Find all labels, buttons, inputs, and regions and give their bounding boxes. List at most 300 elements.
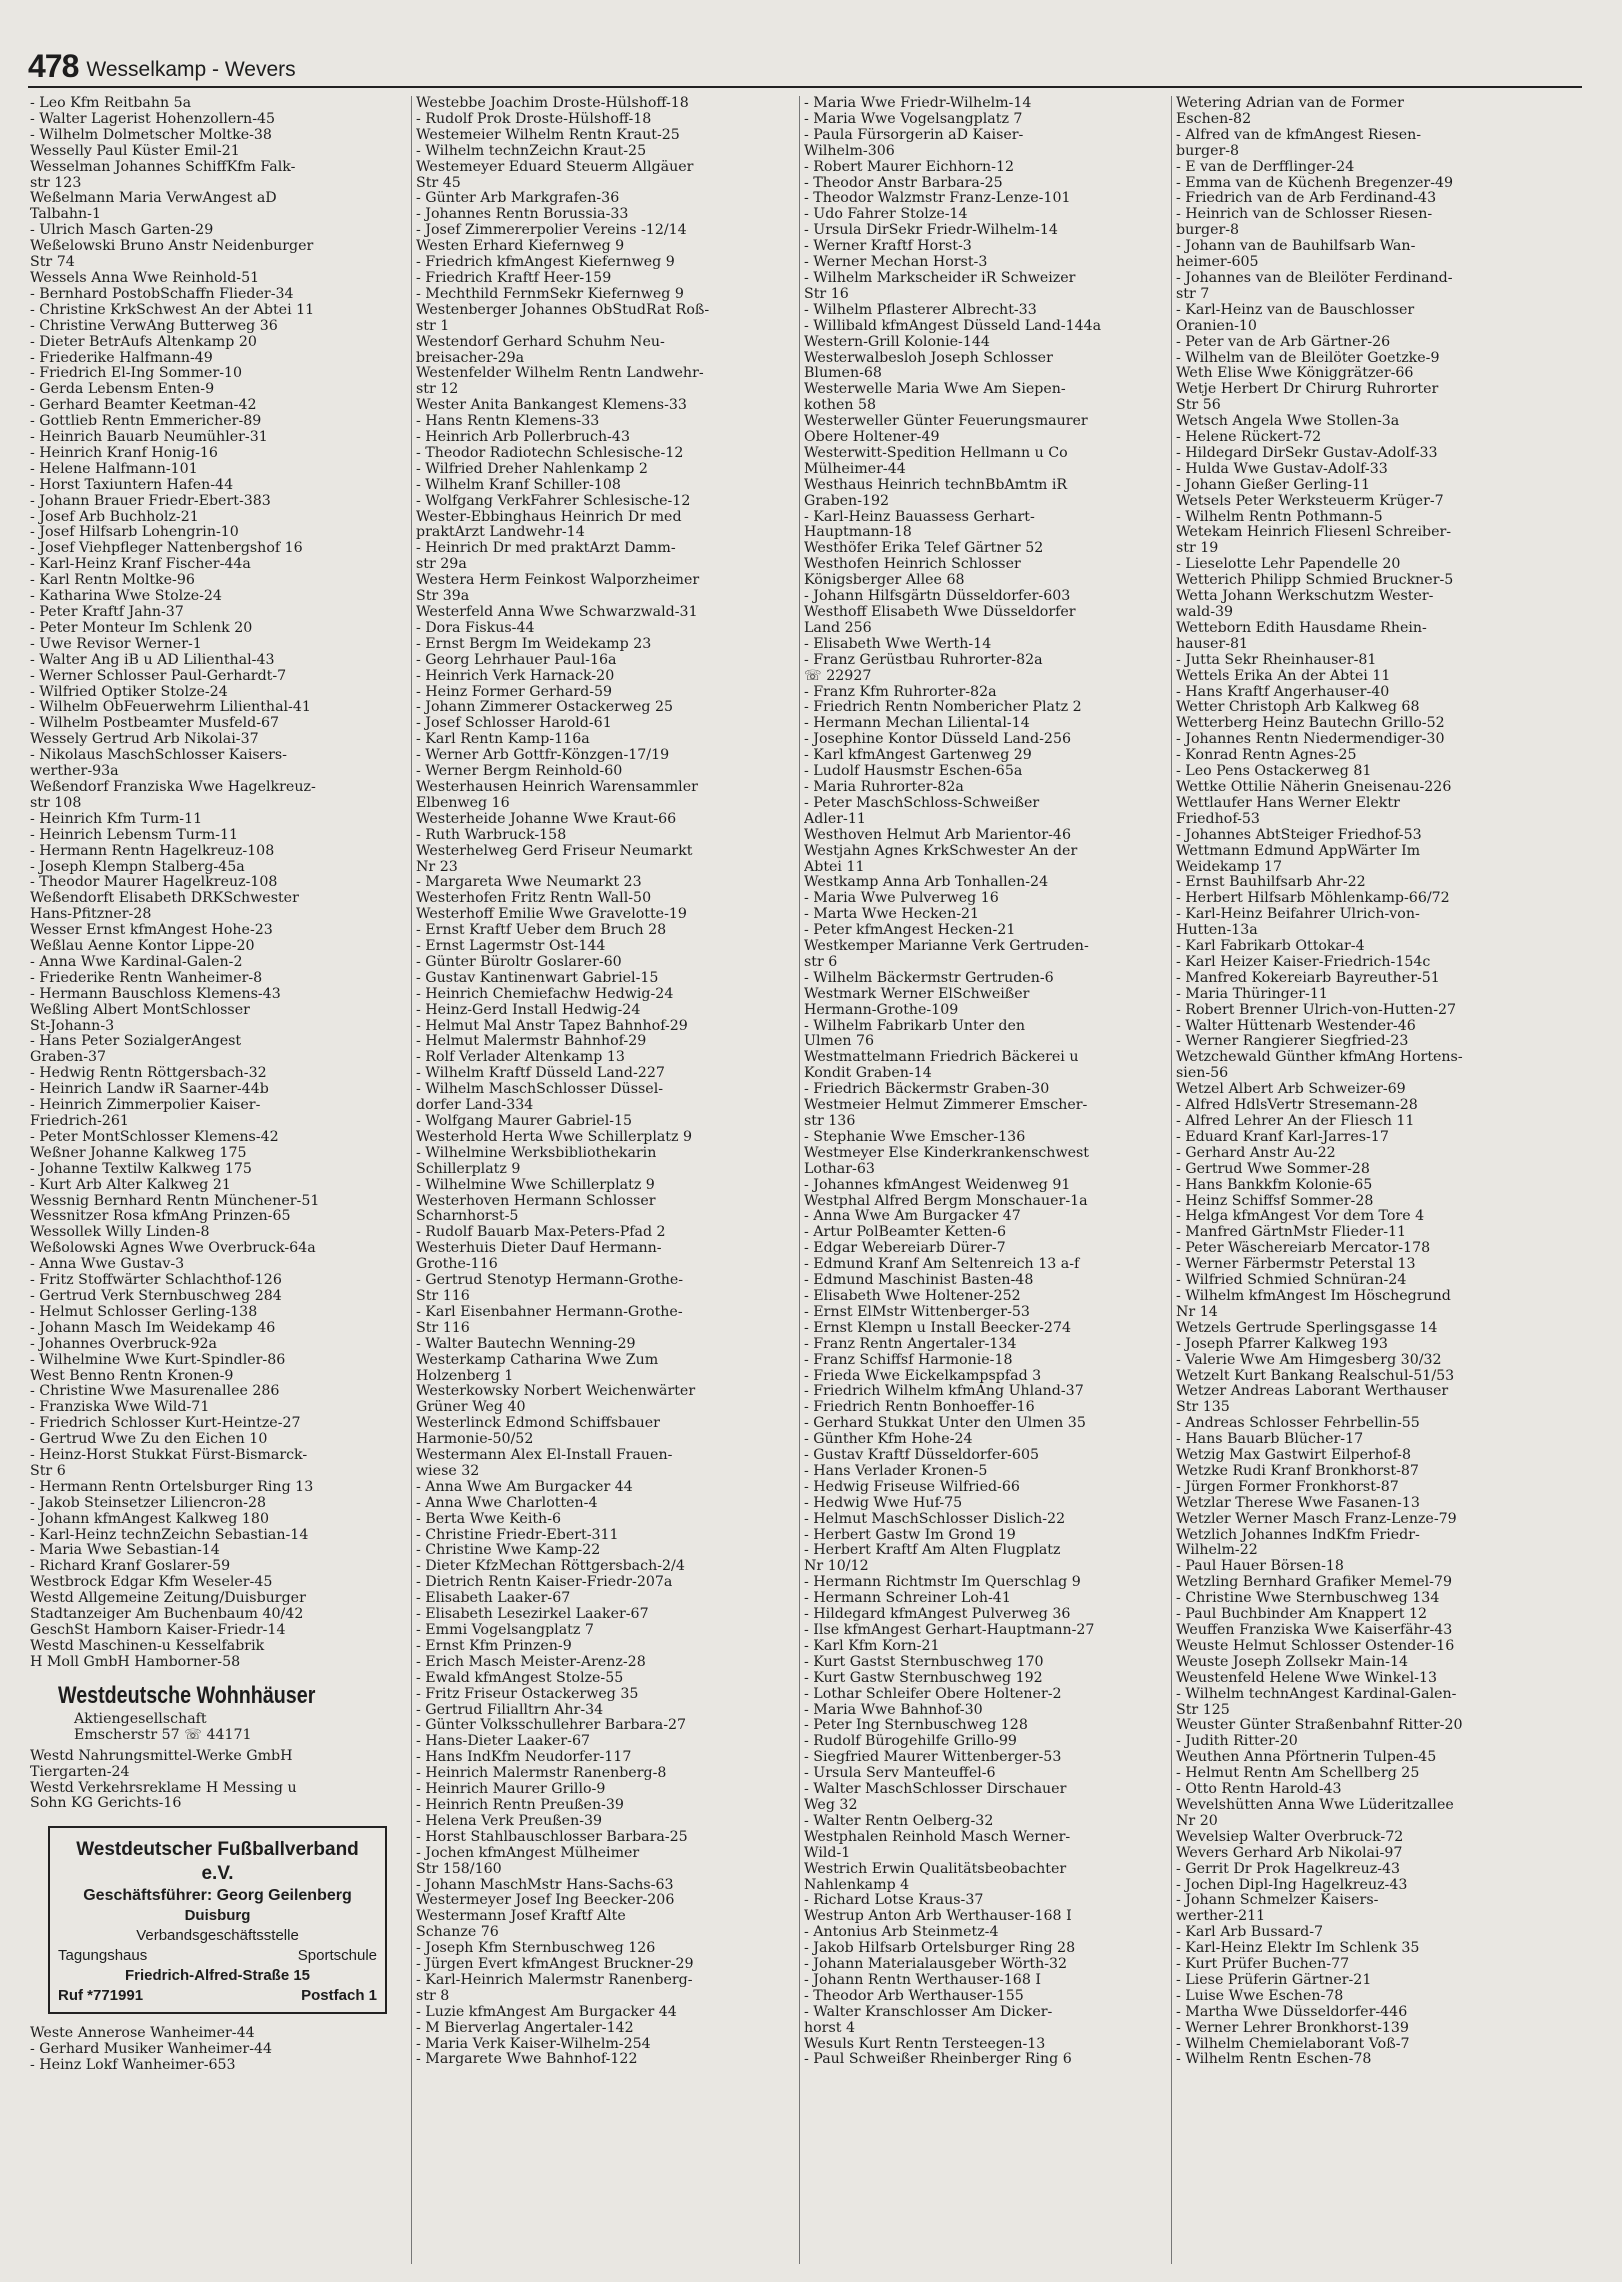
directory-entry: Str 116: [416, 1288, 470, 1304]
directory-entry: Westermann Josef Kraftf Alte: [416, 1909, 626, 1925]
directory-entry: - Herbert Kraftf Am Alten Flugplatz: [804, 1543, 1061, 1559]
directory-entry: - Hermann Bauschloss Klemens-43: [30, 986, 281, 1002]
directory-entry: - Edgar Webereiarb Dürer-7: [804, 1241, 1006, 1257]
directory-entry: - Wilhelm Pflasterer Albrecht-33: [804, 302, 1037, 318]
directory-entry: str 19: [1176, 541, 1219, 557]
directory-entry: Adler-11: [804, 811, 866, 827]
directory-entry: Westd Verkehrsreklame H Messing u: [30, 1780, 297, 1796]
ad-manager: Geschäftsführer: Georg Geilenberg: [83, 1887, 352, 1905]
directory-entry: - Hildegard kfmAngest Pulverweg 36: [804, 1607, 1071, 1623]
directory-entry: - Heinrich van de Schlosser Riesen-: [1176, 207, 1433, 223]
directory-entry: - Anna Wwe Am Burgacker 44: [416, 1479, 633, 1495]
directory-entry: Wetzelt Kurt Bankang Realschul-51/53: [1176, 1368, 1455, 1384]
directory-entry: - Luise Wwe Eschen-78: [1176, 1988, 1344, 2004]
directory-entry: Wetzler Werner Masch Franz-Lenze-79: [1176, 1511, 1457, 1527]
directory-entry: Sohn KG Gerichts-16: [30, 1796, 182, 1812]
directory-entry: Weg 32: [804, 1797, 858, 1813]
directory-entry: str 108: [30, 795, 82, 811]
directory-entry: - Ludolf Hausmstr Eschen-65a: [804, 764, 1023, 780]
directory-entry: - Karl Rentn Moltke-96: [30, 573, 195, 589]
directory-entry: - Franz Schiffsf Harmonie-18: [804, 1352, 1013, 1368]
directory-entry: - Franziska Wwe Wild-71: [30, 1400, 210, 1416]
directory-entry: kothen 58: [804, 398, 877, 414]
directory-entry: burger-8: [1176, 223, 1240, 239]
directory-entry: - Friederike Rentn Wanheimer-8: [30, 970, 263, 986]
directory-entry: Str 135: [1176, 1400, 1230, 1416]
directory-entry: Westerfeld Anna Wwe Schwarzwald-31: [416, 605, 698, 620]
directory-entry: Wetering Adrian van de Former: [1176, 96, 1404, 111]
ad-company-type: Aktiengesellschaft: [74, 1710, 207, 1727]
directory-entry: - Emma van de Küchenh Bregenzer-49: [1176, 175, 1454, 191]
directory-entry: - Liese Prüferin Gärtner-21: [1176, 1972, 1372, 1988]
directory-entry: Westerwelle Maria Wwe Am Siepen-: [804, 382, 1066, 398]
directory-entry: - Rolf Verlader Altenkamp 13: [416, 1050, 625, 1066]
directory-entry: - Friedrich Schlosser Kurt-Heintze-27: [30, 1416, 301, 1432]
directory-entry: - Johann Hilfsgärtn Düsseldorfer-603: [804, 589, 1071, 605]
directory-entry: - Dietrich Rentn Kaiser-Friedr-207a: [416, 1575, 673, 1591]
directory-entry: - Hans Bauarb Blücher-17: [1176, 1432, 1364, 1448]
directory-entry: - Rudolf Prok Droste-Hülshoff-18: [416, 111, 652, 127]
directory-entry: - Wilhelm MaschSchlosser Düssel-: [416, 1082, 664, 1098]
directory-entry: Westbrock Edgar Kfm Weseler-45: [30, 1575, 273, 1591]
directory-entry: - Johann van de Bauhilfsarb Wan-: [1176, 239, 1416, 255]
directory-entry: - Maria Thüringer-11: [1176, 986, 1328, 1002]
directory-entry: Harmonie-50/52: [416, 1432, 534, 1448]
directory-entry: - Wilhelm ObFeuerwehrm Lilienthal-41: [30, 700, 311, 716]
directory-entry: - Alfred HdlsVertr Stresemann-28: [1176, 1098, 1418, 1114]
directory-entry: - Johann Rentn Werthauser-168 I: [804, 1972, 1041, 1988]
directory-entry: Wetzlar Therese Wwe Fasanen-13: [1176, 1495, 1420, 1511]
directory-entry: Westjahn Agnes KrkSchwester An der: [804, 843, 1078, 859]
directory-entry: - Günter Volksschullehrer Barbara-27: [416, 1718, 687, 1734]
directory-entry: Hauptmann-18: [804, 525, 912, 541]
directory-entry: - Paul Hauer Börsen-18: [1176, 1559, 1344, 1575]
directory-entry: - Günter Arb Markgrafen-36: [416, 191, 620, 207]
directory-entry: - Johann Zimmerer Ostackerweg 25: [416, 700, 674, 716]
directory-entry: - Andreas Schlosser Fehrbellin-55: [1176, 1416, 1420, 1432]
directory-entry: - Helena Verk Preußen-39: [416, 1813, 603, 1829]
directory-entry: - Herbert Gastw Im Grond 19: [804, 1527, 1016, 1543]
directory-entry: - Heinrich Kfm Turm-11: [30, 811, 203, 827]
directory-entry: - Walter Rentn Oelberg-32: [804, 1813, 994, 1829]
directory-entry: - Anna Wwe Charlotten-4: [416, 1495, 598, 1511]
directory-entry: Westendorf Gerhard Schuhm Neu-: [416, 334, 665, 350]
directory-entry: - Ursula Serv Manteuffel-6: [804, 1766, 996, 1782]
advertisement-fussballverband: [48, 1826, 387, 2014]
directory-entry: - Josephine Kontor Düsseld Land-256: [804, 732, 1072, 748]
directory-entry: burger-8: [1176, 143, 1240, 159]
directory-entry: - Günter Büroltr Goslarer-60: [416, 954, 622, 970]
directory-entry: - Karl-Heinrich Malermstr Ranenberg-: [416, 1972, 693, 1988]
directory-entry: Westerhoff Emilie Wwe Gravelotte-19: [416, 907, 687, 923]
directory-entry: Westerkowsky Norbert Weichenwärter: [416, 1384, 696, 1400]
directory-entry: - Wilhelm Rentn Pothmann-5: [1176, 509, 1383, 525]
directory-entry: Nr 20: [1176, 1813, 1218, 1829]
directory-entry: - Fritz Friseur Ostackerweg 35: [416, 1686, 639, 1702]
directory-entry: - Alfred van de kfmAngest Riesen-: [1176, 127, 1422, 143]
directory-entry: - Wilhelmine Wwe Kurt-Spindler-86: [30, 1352, 286, 1368]
directory-entry: str 123: [30, 175, 82, 191]
directory-entry: Grothe-116: [416, 1257, 498, 1273]
directory-entry: Blumen-68: [804, 366, 882, 382]
directory-entry: - E van de Derfflinger-24: [1176, 159, 1355, 175]
directory-entry: Str 16: [804, 286, 849, 302]
directory-entry: - Lothar Schleifer Obere Holtener-2: [804, 1686, 1062, 1702]
directory-entry: - Joseph Kfm Sternbuschweg 126: [416, 1941, 656, 1957]
directory-entry: - Walter Hüttenarb Westender-46: [1176, 1018, 1416, 1034]
directory-entry: - Hans-Dieter Laaker-67: [416, 1734, 591, 1750]
directory-entry: - Ernst Kraftf Ueber dem Bruch 28: [416, 923, 667, 939]
directory-entry: ☏ 22927: [804, 668, 872, 684]
directory-entry: Grüner Weg 40: [416, 1400, 526, 1416]
page-title: Wesselkamp - Wevers: [86, 57, 296, 81]
directory-entry: Westerkamp Catharina Wwe Zum: [416, 1352, 659, 1368]
directory-entry: - Kurt Gastw Sternbuschweg 192: [804, 1670, 1043, 1686]
directory-entry: Westerheide Johanne Wwe Kraut-66: [416, 811, 677, 827]
directory-entry: werther-93a: [30, 764, 119, 780]
directory-entry: - Josef Schlosser Harold-61: [416, 716, 612, 732]
directory-entry: - Herbert Hilfsarb Möhlenkamp-66/72: [1176, 891, 1450, 907]
directory-entry: - Gustav Kantinenwart Gabriel-15: [416, 970, 659, 986]
directory-entry: Str 74: [30, 255, 75, 271]
directory-entry: - Ulrich Masch Garten-29: [30, 223, 214, 239]
directory-entry: - Martha Wwe Düsseldorfer-446: [1176, 2004, 1408, 2020]
directory-entry: - Karl Eisenbahner Hermann-Grothe-: [416, 1304, 683, 1320]
directory-entry: dorfer Land-334: [416, 1098, 534, 1114]
directory-entry: Westhöfer Erika Telef Gärtner 52: [804, 541, 1044, 557]
directory-entry: - Walter Bautechn Wenning-29: [416, 1336, 636, 1352]
directory-entry: Holzenberg 1: [416, 1368, 514, 1384]
directory-entry: - Christine Wwe Sternbuschweg 134: [1176, 1591, 1440, 1607]
directory-entry: - Hedwig Wwe Huf-75: [804, 1495, 963, 1511]
directory-entry: wald-39: [1176, 605, 1234, 620]
directory-entry: - Rudolf Bauarb Max-Peters-Pfad 2: [416, 1225, 666, 1241]
directory-entry: - Nikolaus MaschSchlosser Kaisers-: [30, 748, 287, 764]
directory-entry: Weuthen Anna Pförtnerin Tulpen-45: [1176, 1750, 1437, 1766]
directory-entry: - Judith Ritter-20: [1176, 1734, 1298, 1750]
directory-entry: - Wilfried Dreher Nahlenkamp 2: [416, 461, 648, 477]
directory-entry: Land 256: [804, 620, 872, 636]
directory-entry: - Karl kfmAngest Gartenweg 29: [804, 748, 1032, 764]
directory-entry: Western-Grill Kolonie-144: [804, 334, 990, 350]
directory-entry: - Hulda Wwe Gustav-Adolf-33: [1176, 461, 1388, 477]
directory-entry: - Antonius Arb Steinmetz-4: [804, 1925, 999, 1941]
directory-entry: str 12: [416, 382, 459, 398]
directory-entry: - Heinrich Arb Pollerbruch-43: [416, 430, 630, 446]
directory-entry: Wetterich Philipp Schmied Bruckner-5: [1176, 573, 1454, 589]
directory-entry: - Christine Wwe Masurenallee 286: [30, 1384, 280, 1400]
directory-entry: - Johann Brauer Friedr-Ebert-383: [30, 493, 271, 509]
directory-entry: Westphal Alfred Bergm Monschauer-1a: [804, 1193, 1088, 1209]
directory-entry: - Margarete Wwe Bahnhof-122: [416, 2052, 638, 2068]
directory-entry: Wetzlich Johannes IndKfm Friedr-: [1176, 1527, 1420, 1543]
directory-entry: Wesselman Johannes SchiffKfm Falk-: [30, 159, 296, 175]
directory-entry: - Franz Kfm Ruhrorter-82a: [804, 684, 997, 700]
directory-entry: - Hermann Mechan Liliental-14: [804, 716, 1030, 732]
directory-entry: - Josef Zimmererpolier Vereins -12/14: [416, 223, 687, 239]
directory-entry: - Johann Materialausgeber Wörth-32: [804, 1957, 1068, 1973]
directory-entry: praktArzt Landwehr-14: [416, 525, 585, 541]
ad-postbox: Postfach 1: [301, 1987, 377, 2005]
directory-entry: Westerwitt-Spedition Hellmann u Co: [804, 445, 1068, 461]
directory-entry: str 7: [1176, 286, 1210, 302]
directory-entry: - Heinrich Dr med praktArzt Damm-: [416, 541, 676, 557]
directory-entry: - Fritz Stoffwärter Schlachthof-126: [30, 1273, 282, 1289]
directory-entry: Wetteborn Edith Hausdame Rhein-: [1176, 620, 1427, 636]
directory-entry: - Alfred Lehrer An der Fliesch 11: [1176, 1114, 1415, 1129]
directory-entry: - Werner Arb Gottfr-Könzgen-17/19: [416, 748, 670, 764]
directory-entry: - Friedrich Rentn Bonhoeffer-16: [804, 1400, 1035, 1416]
directory-entry: - Jakob Steinsetzer Liliencron-28: [30, 1495, 267, 1511]
directory-entry: Lothar-63: [804, 1161, 875, 1177]
directory-entry: str 6: [804, 954, 838, 970]
directory-entry: - Georg Lehrhauer Paul-16a: [416, 652, 617, 668]
directory-entry: - Lieselotte Lehr Papendelle 20: [1176, 557, 1401, 573]
ad-city: Duisburg: [184, 1907, 251, 1925]
directory-entry: - Heinrich Verk Harnack-20: [416, 668, 615, 684]
directory-entry: Westera Herm Feinkost Walporzheimer: [416, 573, 700, 589]
directory-entry: - Horst Taxiuntern Hafen-44: [30, 477, 234, 493]
directory-entry: - Christine VerwAng Butterweg 36: [30, 318, 278, 334]
directory-entry: Westerhausen Heinrich Warensammler: [416, 779, 698, 795]
directory-entry: - Werner Mechan Horst-3: [804, 255, 988, 271]
directory-entry: Str 125: [1176, 1702, 1230, 1718]
directory-entry: Wevelsiep Walter Overbruck-72: [1176, 1829, 1404, 1845]
directory-entry: - Johanne Textilw Kalkweg 175: [30, 1161, 252, 1177]
directory-entry: Westerweller Günter Feuerungsmaurer: [804, 414, 1088, 430]
directory-entry: - Friedrich Rentn Nombericher Platz 2: [804, 700, 1082, 716]
directory-entry: Wester Anita Bankangest Klemens-33: [416, 398, 687, 414]
directory-entry: - Jürgen Former Fronkhorst-87: [1176, 1479, 1399, 1495]
directory-entry: - Mechthild FernmSekr Kiefernweg 9: [416, 286, 684, 302]
directory-entry: Wetter Christoph Arb Kalkweg 68: [1176, 700, 1420, 716]
directory-entry: hauser-81: [1176, 636, 1249, 652]
directory-entry: - Dieter BetrAufs Altenkamp 20: [30, 334, 257, 350]
ad-company-name: Westdeutsche Wohnhäuser: [58, 1681, 316, 1709]
directory-entry: str 29a: [416, 557, 467, 573]
directory-entry: Westerwalbesloh Joseph Schlosser: [804, 350, 1053, 366]
directory-entry: Wilhelm-22: [1176, 1543, 1258, 1559]
directory-entry: Wetsch Angela Wwe Stollen-3a: [1176, 414, 1400, 430]
directory-entry: - Walter Ang iB u AD Lilienthal-43: [30, 652, 275, 668]
directory-entry: - Valerie Wwe Am Himgesberg 30/32: [1176, 1352, 1442, 1368]
directory-entry: Nr 14: [1176, 1304, 1218, 1320]
directory-entry: - Dieter KfzMechan Röttgersbach-2/4: [416, 1559, 685, 1575]
directory-entry: - Wilhelm Dolmetscher Moltke-38: [30, 127, 272, 143]
directory-entry: - Karl Fabrikarb Ottokar-4: [1176, 939, 1365, 955]
directory-entry: Wetekam Heinrich Fliesenl Schreiber-: [1176, 525, 1452, 541]
directory-entry: - Heinrich Rentn Preußen-39: [416, 1797, 624, 1813]
directory-entry: Schanze 76: [416, 1925, 499, 1941]
directory-entry: - Gerrit Dr Prok Hagelkreuz-43: [1176, 1861, 1401, 1877]
directory-entry: - Heinrich Kranf Honig-16: [30, 445, 218, 461]
directory-entry: - Paula Fürsorgerin aD Kaiser-: [804, 127, 1024, 143]
directory-entry: - Maria Verk Kaiser-Wilhelm-254: [416, 2036, 651, 2052]
directory-entry: Westd Nahrungsmittel-Werke GmbH: [30, 1748, 293, 1764]
directory-entry: Weßelowski Bruno Anstr Neidenburger: [30, 239, 314, 255]
directory-entry: - Friedrich Wilhelm kfmAng Uhland-37: [804, 1384, 1084, 1400]
directory-entry: - Jochen Dipl-Ing Hagelkreuz-43: [1176, 1877, 1408, 1893]
directory-entry: Wettels Erika An der Abtei 11: [1176, 668, 1391, 684]
directory-entry: - Karl-Heinz van de Bauschlosser: [1176, 302, 1415, 318]
directory-entry: Eschen-82: [1176, 111, 1252, 127]
directory-entry: Wetta Johann Werkschutzm Wester-: [1176, 589, 1434, 605]
directory-entry: - Robert Brenner Ulrich-von-Hutten-27: [1176, 1002, 1457, 1018]
directory-entry: Wessels Anna Wwe Reinhold-51: [30, 270, 260, 286]
directory-entry: Friedhof-53: [1176, 811, 1260, 827]
directory-entry: str 136: [804, 1114, 856, 1129]
directory-entry: breisacher-29a: [416, 350, 525, 366]
directory-entry: - Stephanie Wwe Emscher-136: [804, 1129, 1026, 1145]
directory-entry: - Christine Friedr-Ebert-311: [416, 1527, 619, 1543]
directory-entry: - Gerda Lebensm Enten-9: [30, 382, 215, 398]
ad-right-label: Sportschule: [297, 1947, 377, 1965]
directory-entry: - Manfred Kokereiarb Bayreuther-51: [1176, 970, 1440, 986]
directory-entry: - Theodor Radiotechn Schlesische-12: [416, 445, 684, 461]
directory-entry: Tiergarten-24: [30, 1764, 130, 1780]
directory-entry: - Anna Wwe Kardinal-Galen-2: [30, 954, 243, 970]
directory-entry: Weßlau Aenne Kontor Lippe-20: [30, 939, 255, 955]
directory-entry: - Hans Verlader Kronen-5: [804, 1463, 988, 1479]
ad-facility-row: [58, 1946, 377, 1966]
directory-entry: Wetzchewald Günther kfmAng Hortens-: [1176, 1050, 1463, 1066]
directory-entry: wiese 32: [416, 1463, 480, 1479]
directory-entry: - Elisabeth Laaker-67: [416, 1591, 571, 1607]
directory-entry: Königsberger Allee 68: [804, 573, 965, 589]
directory-entry: - Wilhelmine Werksbibliothekarin: [416, 1145, 657, 1161]
directory-entry: Wesuls Kurt Rentn Tersteegen-13: [804, 2036, 1046, 2052]
directory-entry: - Walter MaschSchlosser Dirschauer: [804, 1782, 1067, 1798]
directory-entry: Wessnig Bernhard Rentn Münchener-51: [30, 1193, 320, 1209]
directory-entry: - Leo Kfm Reitbahn 5a: [30, 96, 192, 111]
directory-entry: - Johannes Rentn Borussia-33: [416, 207, 629, 223]
directory-entry: - Willibald kfmAngest Düsseld Land-144a: [804, 318, 1102, 334]
directory-entry: Westrich Erwin Qualitätsbeobachter: [804, 1861, 1067, 1877]
directory-entry: - Hermann Schreiner Loh-41: [804, 1591, 1011, 1607]
directory-entry: Westerhoven Hermann Schlosser: [416, 1193, 656, 1209]
directory-entry: - Peter Monteur Im Schlenk 20: [30, 620, 253, 636]
ad-contact-row: [58, 1986, 377, 2006]
directory-entry: - Maria Wwe Friedr-Wilhelm-14: [804, 96, 1032, 111]
directory-entry: Westhoff Elisabeth Wwe Düsseldorfer: [804, 605, 1076, 620]
directory-entry: Nr 10/12: [804, 1559, 869, 1575]
directory-entry: - Ilse kfmAngest Gerhart-Hauptmann-27: [804, 1623, 1095, 1638]
directory-entry: - Christine Wwe Kamp-22: [416, 1543, 601, 1559]
directory-entry: Wessollek Willy Linden-8: [30, 1225, 210, 1241]
directory-entry: Wetsels Peter Werksteuerm Krüger-7: [1176, 493, 1444, 509]
directory-entry: Elbenweg 16: [416, 795, 510, 811]
directory-entry: - Gerhard Stukkat Unter den Ulmen 35: [804, 1416, 1086, 1432]
directory-entry: - Johannes AbtSteiger Friedhof-53: [1176, 827, 1422, 843]
directory-entry: Westhaus Heinrich technBbAmtm iR: [804, 477, 1068, 493]
directory-entry: - Heinrich Malermstr Ranenberg-8: [416, 1766, 667, 1782]
directory-entry: - Franz Rentn Angertaler-134: [804, 1336, 1017, 1352]
directory-entry: - Dora Fiskus-44: [416, 620, 535, 636]
directory-entry: - Helmut Malermstr Bahnhof-29: [416, 1034, 647, 1050]
directory-entry: - Walter Kranschlosser Am Dicker-: [804, 2004, 1053, 2020]
directory-entry: Talbahn-1: [30, 207, 101, 223]
directory-entry: - Erich Masch Meister-Arenz-28: [416, 1654, 646, 1670]
directory-column-3: [800, 96, 1172, 2264]
ad-association-name: Westdeutscher Fußballverband e.V.: [76, 1839, 359, 1885]
directory-entry: - Karl Rentn Kamp-116a: [416, 732, 590, 748]
directory-entry: - Friedrich kfmAngest Kiefernweg 9: [416, 255, 675, 271]
directory-entry: - Werner Lehrer Bronkhorst-139: [1176, 2020, 1409, 2036]
directory-entry: Wetzig Max Gastwirt Eilperhof-8: [1176, 1448, 1412, 1464]
directory-entry: - Werner Kraftf Horst-3: [804, 239, 972, 255]
directory-entry: - Wilhelm Markscheider iR Schweizer: [804, 270, 1076, 286]
directory-entry: Friedrich-261: [30, 1114, 129, 1129]
directory-entry: - Heinrich Maurer Grillo-9: [416, 1782, 606, 1798]
directory-entry: Westermann Alex El-Install Frauen-: [416, 1448, 673, 1464]
directory-entry: Ulmen 76: [804, 1034, 875, 1050]
directory-entry: - Werner Bergm Reinhold-60: [416, 764, 623, 780]
directory-entry: - Jakob Hilfsarb Ortelsburger Ring 28: [804, 1941, 1076, 1957]
directory-entry: Wessely Gertrud Arb Nikolai-37: [30, 732, 259, 748]
directory-entry: Westerhuis Dieter Dauf Hermann-: [416, 1241, 662, 1257]
directory-entry: - Gertrud Verk Sternbuschweg 284: [30, 1288, 282, 1304]
directory-entry: Westphalen Reinhold Masch Werner-: [804, 1829, 1071, 1845]
directory-entry: - Berta Wwe Keith-6: [416, 1511, 562, 1527]
directory-entry: - Werner Färbermstr Peterstal 13: [1176, 1257, 1416, 1273]
directory-entry: - Karl-Heinz Bauassess Gerhart-: [804, 509, 1035, 525]
directory-entry: - Marta Wwe Hecken-21: [804, 907, 980, 923]
directory-entry: - Jürgen Evert kfmAngest Bruckner-29: [416, 1957, 694, 1973]
directory-entry: - Hans Bankkfm Kolonie-65: [1176, 1177, 1373, 1193]
directory-entry: H Moll GmbH Hamborner-58: [30, 1654, 241, 1670]
directory-entry: - Wilhelm van de Bleilöter Goetzke-9: [1176, 350, 1440, 366]
directory-entry: Obere Holtener-49: [804, 430, 940, 446]
directory-entry: - Ernst Bauhilfsarb Ahr-22: [1176, 875, 1366, 891]
directory-entry: Wetje Herbert Dr Chirurg Ruhrorter: [1176, 382, 1439, 398]
directory-entry: - Johann Masch Im Weidekamp 46: [30, 1320, 276, 1336]
ad-left-label: Tagungshaus: [58, 1947, 148, 1965]
directory-entry: - Horst Stahlbauschlosser Barbara-25: [416, 1829, 688, 1845]
directory-entry: - Peter Kraftf Jahn-37: [30, 605, 184, 620]
directory-entry: - Hans Kraftf Angerhauser-40: [1176, 684, 1390, 700]
directory-entry: - Friedrich Bäckermstr Graben-30: [804, 1082, 1050, 1098]
directory-entry: - Paul Schweißer Rheinberger Ring 6: [804, 2052, 1072, 2068]
directory-entry: - Josef Viehpfleger Nattenbergshof 16: [30, 541, 303, 557]
directory-entry: - Johann Schmelzer Kaisers-: [1176, 1893, 1379, 1909]
directory-entry: - Wilhelm technZeichn Kraut-25: [416, 143, 647, 159]
directory-entry: - Ursula DirSekr Friedr-Wilhelm-14: [804, 223, 1058, 239]
directory-entry: Weßendorf Franziska Wwe Hagelkreuz-: [30, 779, 316, 795]
directory-entry: Westmeyer Else Kinderkrankenschwest: [804, 1145, 1089, 1161]
directory-entry: - Ernst ElMstr Wittenberger-53: [804, 1304, 1030, 1320]
directory-entry: Str 39a: [416, 589, 470, 605]
directory-entry: Str 45: [416, 175, 461, 191]
directory-column-4: [1172, 96, 1544, 2264]
directory-entry: Wetzke Rudi Kranf Bronkhorst-87: [1176, 1463, 1419, 1479]
directory-entry: - Heinz-Gerd Install Hedwig-24: [416, 1002, 641, 1018]
directory-entry: Wetterberg Heinz Bautechn Grillo-52: [1176, 716, 1445, 732]
directory-entry: Weuffen Franziska Wwe Kaiserfähr-43: [1176, 1623, 1453, 1638]
directory-entry: Westenberger Johannes ObStudRat Roß-: [416, 302, 710, 318]
directory-entry: - M Bierverlag Angertaler-142: [416, 2020, 634, 2036]
directory-entry: Wesser Ernst kfmAngest Hohe-23: [30, 923, 273, 939]
ad-street: Friedrich-Alfred-Straße 15: [124, 1967, 311, 1985]
directory-entry: Westhofen Heinrich Schlosser: [804, 557, 1021, 573]
directory-entry: - Heinz Schiffsf Sommer-28: [1176, 1193, 1374, 1209]
directory-entry: - Wilhelm Postbeamter Musfeld-67: [30, 716, 280, 732]
directory-entry: - Theodor Arb Werthauser-155: [804, 1988, 1024, 2004]
directory-entry: - Wilhelm Kranf Schiller-108: [416, 477, 621, 493]
directory-entry: - Peter Ing Sternbuschweg 128: [804, 1718, 1028, 1734]
directory-entry: Weth Elise Wwe Königgrätzer-66: [1176, 366, 1414, 382]
directory-entry: - Manfred GärtnMstr Flieder-11: [1176, 1225, 1407, 1241]
directory-entry: Str 116: [416, 1320, 470, 1336]
